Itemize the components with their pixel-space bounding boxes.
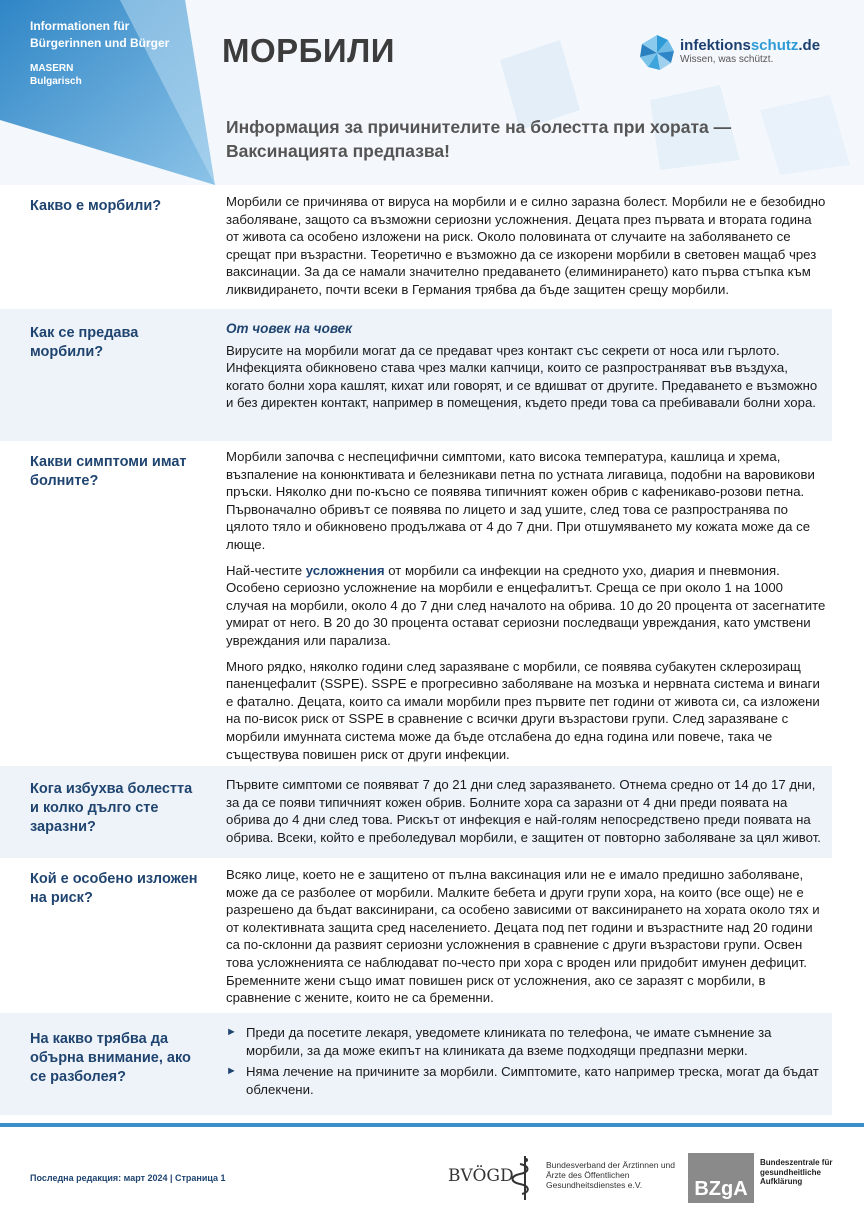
logo-name: infektionsschutz.de [680, 37, 821, 54]
bvoegd-abbr: BVÖGD [448, 1166, 514, 1186]
bzga-full-name: Bundeszentrale für gesundheitliche Aufklärung [760, 1158, 833, 1186]
footer-divider [0, 1123, 864, 1127]
section-question: Какви симптоми имат болните? [30, 454, 187, 489]
infektionsschutz-logo[interactable] [680, 37, 820, 65]
edition-info: Последна редакция: март 2024 | Страница 1 [30, 1173, 226, 1183]
section-answer [226, 1024, 826, 1102]
section-risk-groups [0, 858, 832, 1013]
answer-paragraph: Всяко лице, което не е защитено от пълна ваксинация или не е имало предишно заболяване, може да се разболее от морбили. Малките бебета и други групи хора, на които (все още) не е разрешено да бъдат ваксинирани, са особено зависими от ваксинирането на хората около тях и от колективната защита сред населението. Децата под пет години и възрастните над 20 години са по-склонни да развият сериозни усложнения в сравнение с други възрастови групи. Освен това усложненията се наблюдават по-често при хора с вроден или придобит имунен дефицит. Бременните жени също имат повишен риск от усложнения, ако се заразят с морбили, в сравнение с жените, които не са бременни. [226, 867, 820, 1006]
section-question: Какво е морбили? [30, 198, 162, 214]
section-question: На какво трябва да обърна внимание, ако се разболея? [30, 1031, 191, 1085]
section-answer [226, 448, 826, 763]
section-subheading: От човек на човек [226, 321, 352, 336]
arrow-right-icon: ► [226, 1065, 237, 1078]
section-answer [226, 320, 826, 412]
logo-tagline: Wissen, was schützt. [680, 54, 774, 65]
answer-paragraph: Първите симптоми се появяват 7 до 21 дни след заразяването. Отнема средно от 14 до 17 дни, за да се появи типичният кожен обрив. Болните хора са заразни от 4 дни преди появата на обрива до 4 дни след това. Рискът от инфекция е най-голям непосредствено преди появата на обрива. Всеки, който е преболедувал морбили, е защитен от повторно заболяване за цял живот. [226, 777, 821, 845]
section-question: Кога избухва болестта и колко дълго сте заразни? [30, 781, 193, 835]
section-symptoms [0, 441, 832, 766]
bzga-logo[interactable] [688, 1153, 856, 1203]
answer-paragraph: Морбили започва с неспецифични симптоми, като висока температура, кашлица и хрема, възпаление на конюнктивата и белезникави петна по устната лигавица, подобни на варовикови пръски. Няколко дни по-късно се появява типичният кожен обрив с кафеникаво-розови петна. Първоначално обривът се появява по лицето и зад ушите, след това се разпространява по цялото тяло и обикновено продължава от 4 до 7 дни. При отшумяването му кожата може да се люще. [226, 449, 815, 552]
infektionsschutz-logo-icon [638, 34, 676, 72]
bvoegd-logo[interactable] [448, 1152, 678, 1202]
arrow-right-icon: ► [226, 1026, 237, 1038]
audience-line-2: Bürgerinnen und Bürger [30, 36, 170, 50]
audience-line-1: Informationen für [30, 19, 130, 33]
page-subtitle: Информация за причинителите на болестта при хората — Ваксинацията предпазва! [226, 117, 732, 161]
answer-paragraph-complications: Най-честите усложнения от морбили са инфекции на средното ухо, диария и пневмония. Особено сериозно усложнение на морбили е енцефалитът. Среща се при около 1 на 1000 случая на морбили, около 4 до 7 дни след началото на обрива. 10 до 20 процента от засегнатите умират от него. В 20 до 30 процента остават сериозни последващи увреждания, като умствени увреждания или парализа. [226, 562, 826, 648]
aesculapian-staff-icon [510, 1154, 540, 1202]
section-answer [226, 776, 826, 846]
language-code: MASERN [30, 63, 74, 74]
page-header [0, 0, 864, 185]
section-answer [226, 193, 826, 299]
section-what-to-do [0, 1013, 832, 1115]
answer-paragraph-sspe: Много рядко, няколко години след заразяване с морбили, се появява субакутен склерозиращ паненцефалит (SSPE). SSPE е прогресивно заболяване на мозъка и нервната система и винаги е фатално. Децата, които са имали морбили през първите пет години от живота си, са изложени на по-висок риск от SSPE в сравнение с всички други възрастови групи. След заразяване с морбили имунната система може да бъде отслабена до една година или повече, така че съществува повишен риск от други инфекции. [226, 658, 820, 762]
section-answer [226, 866, 826, 1007]
list-item: ► Преди да посетите лекаря, уведомете клиниката по телефона, че имате съмнение за морбили, за да може екипът на клиниката да вземе подходящи предпазни мерки. [226, 1025, 772, 1058]
language-name: Bulgarisch [30, 76, 82, 87]
section-incubation [0, 766, 832, 858]
bzga-abbr: BZgA [688, 1153, 754, 1203]
section-transmission [0, 309, 832, 441]
bvoegd-full-name: Bundesverband der Ärztinnen und Ärzte des Öffentlichen Gesundheitsdienstes e.V. [546, 1160, 676, 1190]
advice-list [226, 1024, 826, 1098]
section-what-is [0, 185, 832, 309]
highlight-complications: усложнения [305, 562, 385, 578]
section-question: Кой е особено изложен на риск? [30, 871, 198, 906]
audience-info [30, 18, 169, 88]
section-question: Как се предава морбили? [30, 325, 139, 360]
answer-paragraph: Вирусите на морбили могат да се предават чрез контакт със секрети от носа или гърлото. Инфекцията обикновено става чрез малки капчици, които се разпространяват във въздуха, когато болни хора кашлят, кихат или говорят, и се вдишват от другите. Предаването е възможно и без директен контакт, например в помещения, където преди това са пребивавали болни хора. [226, 342, 818, 411]
page-title: МОРБИЛИ [222, 32, 395, 69]
list-item: ► Няма лечение на причините за морбили. Симптомите, като например треска, могат да бъдат облекчени. [226, 1064, 819, 1097]
answer-paragraph: Морбили се причинява от вируса на морбили и е силно заразна болест. Морбили не е безобидно заболяване, защото са възможни сериозни усложнения. Децата през първата и втората година от живота са особено изложени на риск. Около половината от случаите на заболяването се срещат при възрастни. Теоретично е възможно да се изкорени морбили в световен мащаб чрез ваксинации. За да се намали значително предаването (елиминирането) като първа стъпка към ликвидирането, почти всеки в Германия трябва да бъде защитен срещу морбили. [226, 194, 826, 297]
